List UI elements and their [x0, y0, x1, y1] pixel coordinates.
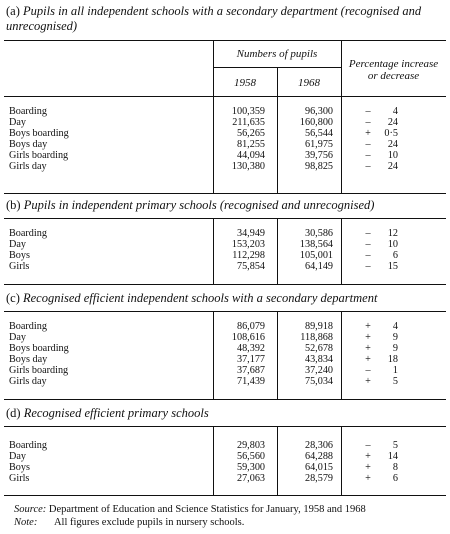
- row-name: Boys day: [9, 139, 48, 150]
- section-b-heading: Pupils in independent primary schools (recognised and unrecognised): [23, 198, 375, 212]
- change-sign: +: [365, 473, 371, 484]
- change-value: 9: [392, 343, 398, 354]
- table-row: [0, 117, 450, 128]
- row-name: Girls day: [9, 376, 47, 387]
- change-value: 15: [387, 261, 398, 272]
- value-1968: 52,678: [304, 343, 333, 354]
- change-sign: –: [365, 150, 371, 161]
- value-1958: 81,255: [236, 139, 265, 150]
- change-sign: +: [365, 332, 371, 343]
- table-row: [0, 343, 450, 354]
- value-1958: 75,854: [236, 261, 265, 272]
- table-row: [0, 161, 450, 172]
- rule: [4, 426, 446, 427]
- row-name: Day: [9, 451, 26, 462]
- change-sign: +: [365, 128, 371, 139]
- value-1958: 29,803: [236, 440, 265, 451]
- rule: [4, 193, 446, 194]
- section-d-label: (d): [6, 406, 21, 420]
- change-value: 6: [392, 473, 398, 484]
- rule: [4, 399, 446, 400]
- value-1968: 30,586: [304, 228, 333, 239]
- value-1958: 56,560: [236, 451, 265, 462]
- change-sign: –: [365, 440, 371, 451]
- value-1968: 96,300: [304, 106, 333, 117]
- table-row: [0, 332, 450, 343]
- row-name: Girls boarding: [9, 365, 69, 376]
- section-c-title: [6, 291, 444, 306]
- value-1968: 64,149: [304, 261, 333, 272]
- value-1958: 37,687: [236, 365, 265, 376]
- change-value: 1: [392, 365, 398, 376]
- change-value: 8: [392, 462, 398, 473]
- value-1968: 43,834: [304, 354, 333, 365]
- change-value: 0·5: [384, 128, 398, 139]
- table-row: [0, 228, 450, 239]
- header-1958: 1958: [234, 77, 256, 89]
- change-sign: –: [365, 261, 371, 272]
- row-name: Boys: [9, 462, 30, 473]
- rule: [4, 40, 446, 41]
- row-name: Girls day: [9, 161, 47, 172]
- change-value: 12: [387, 228, 398, 239]
- note-label: Note:: [14, 517, 38, 528]
- header-change-line2: or decrease: [367, 70, 420, 82]
- row-name: Boys boarding: [9, 343, 69, 354]
- change-value: 10: [387, 150, 398, 161]
- value-1958: 153,203: [231, 239, 265, 250]
- value-1958: 130,380: [231, 161, 265, 172]
- section-c-heading: Recognised efficient independent schools with a secondary department: [23, 291, 378, 305]
- change-value: 5: [392, 440, 398, 451]
- value-1968: 138,564: [299, 239, 333, 250]
- section-b-label: (b): [6, 198, 21, 212]
- change-value: 18: [387, 354, 398, 365]
- source-text: Department of Education and Science Statistics for January, 1958 and 1968: [48, 504, 366, 515]
- change-sign: +: [365, 343, 371, 354]
- table-row: [0, 376, 450, 387]
- change-sign: +: [365, 462, 371, 473]
- header-numbers-of-pupils: Numbers of pupils: [236, 48, 318, 60]
- value-1958: 112,298: [232, 250, 265, 261]
- change-sign: +: [365, 376, 371, 387]
- table-row: [0, 106, 450, 117]
- value-1968: 39,756: [304, 150, 333, 161]
- row-name: Girls boarding: [9, 150, 69, 161]
- value-1958: 44,094: [236, 150, 265, 161]
- note-text: All figures exclude pupils in nursery schools.: [53, 517, 245, 528]
- table-row: [0, 473, 450, 484]
- change-sign: +: [365, 451, 371, 462]
- table-row: [0, 451, 450, 462]
- change-sign: +: [365, 321, 371, 332]
- change-sign: –: [365, 250, 371, 261]
- value-1958: 34,949: [236, 228, 265, 239]
- row-name: Girls: [9, 473, 30, 484]
- change-value: 4: [392, 321, 398, 332]
- row-name: Boys: [9, 250, 30, 261]
- change-sign: –: [365, 239, 371, 250]
- table-row: [0, 239, 450, 250]
- table-row: [0, 365, 450, 376]
- table-row: [0, 139, 450, 150]
- change-value: 24: [387, 161, 398, 172]
- value-1968: 28,579: [304, 473, 333, 484]
- row-name: Boys boarding: [9, 128, 69, 139]
- rule: [4, 284, 446, 285]
- row-name: Boarding: [9, 228, 47, 239]
- value-1958: 59,300: [236, 462, 265, 473]
- value-1958: 27,063: [236, 473, 265, 484]
- rule: [4, 96, 446, 97]
- value-1958: 37,177: [236, 354, 265, 365]
- value-1968: 105,001: [299, 250, 333, 261]
- rule: [4, 495, 446, 496]
- table-row: [0, 462, 450, 473]
- change-sign: –: [365, 139, 371, 150]
- table-row: [0, 150, 450, 161]
- row-name: Boarding: [9, 106, 47, 117]
- change-sign: +: [365, 354, 371, 365]
- value-1958: 56,265: [236, 128, 265, 139]
- value-1968: 64,015: [304, 462, 333, 473]
- change-value: 10: [387, 239, 398, 250]
- table-row: [0, 440, 450, 451]
- change-sign: –: [365, 106, 371, 117]
- value-1958: 211,635: [232, 117, 265, 128]
- value-1968: 56,544: [304, 128, 333, 139]
- row-name: Boarding: [9, 440, 47, 451]
- value-1968: 118,868: [300, 332, 333, 343]
- change-value: 6: [392, 250, 398, 261]
- value-1958: 86,079: [236, 321, 265, 332]
- table-row: [0, 128, 450, 139]
- source-line: [14, 504, 366, 515]
- rule: [4, 218, 446, 219]
- row-name: Girls: [9, 261, 30, 272]
- change-value: 9: [392, 332, 398, 343]
- table-row: [0, 354, 450, 365]
- section-a-heading: Pupils in all independent schools with a secondary department (recognised and unrecognised): [6, 4, 422, 33]
- row-name: Day: [9, 332, 26, 343]
- change-value: 24: [387, 117, 398, 128]
- note-line: [14, 517, 244, 528]
- change-sign: –: [365, 365, 371, 376]
- table-row: [0, 261, 450, 272]
- change-sign: –: [365, 161, 371, 172]
- table-row: [0, 250, 450, 261]
- value-1968: 37,240: [304, 365, 333, 376]
- change-sign: –: [365, 117, 371, 128]
- value-1968: 28,306: [304, 440, 333, 451]
- change-sign: –: [365, 228, 371, 239]
- value-1968: 75,034: [304, 376, 333, 387]
- value-1968: 61,975: [304, 139, 333, 150]
- row-name: Day: [9, 239, 26, 250]
- change-value: 14: [387, 451, 398, 462]
- value-1968: 89,918: [304, 321, 333, 332]
- header-1968: 1968: [298, 77, 320, 89]
- value-1958: 48,392: [236, 343, 265, 354]
- change-value: 4: [392, 106, 398, 117]
- section-a-title: [6, 4, 444, 34]
- change-value: 5: [392, 376, 398, 387]
- change-value: 24: [387, 139, 398, 150]
- value-1958: 100,359: [231, 106, 265, 117]
- section-b-title: [6, 198, 444, 213]
- row-name: Boys day: [9, 354, 48, 365]
- table-row: [0, 321, 450, 332]
- value-1968: 64,288: [304, 451, 333, 462]
- value-1968: 160,800: [299, 117, 333, 128]
- value-1958: 71,439: [236, 376, 265, 387]
- header-change-line1: Percentage increase: [348, 58, 439, 70]
- section-d-title: [6, 406, 444, 421]
- value-1968: 98,825: [304, 161, 333, 172]
- source-label: Source:: [14, 504, 47, 515]
- rule: [4, 311, 446, 312]
- section-c-label: (c): [6, 291, 20, 305]
- row-name: Day: [9, 117, 26, 128]
- section-a-label: (a): [6, 4, 20, 18]
- row-name: Boarding: [9, 321, 47, 332]
- section-d-heading: Recognised efficient primary schools: [23, 406, 209, 420]
- value-1958: 108,616: [231, 332, 265, 343]
